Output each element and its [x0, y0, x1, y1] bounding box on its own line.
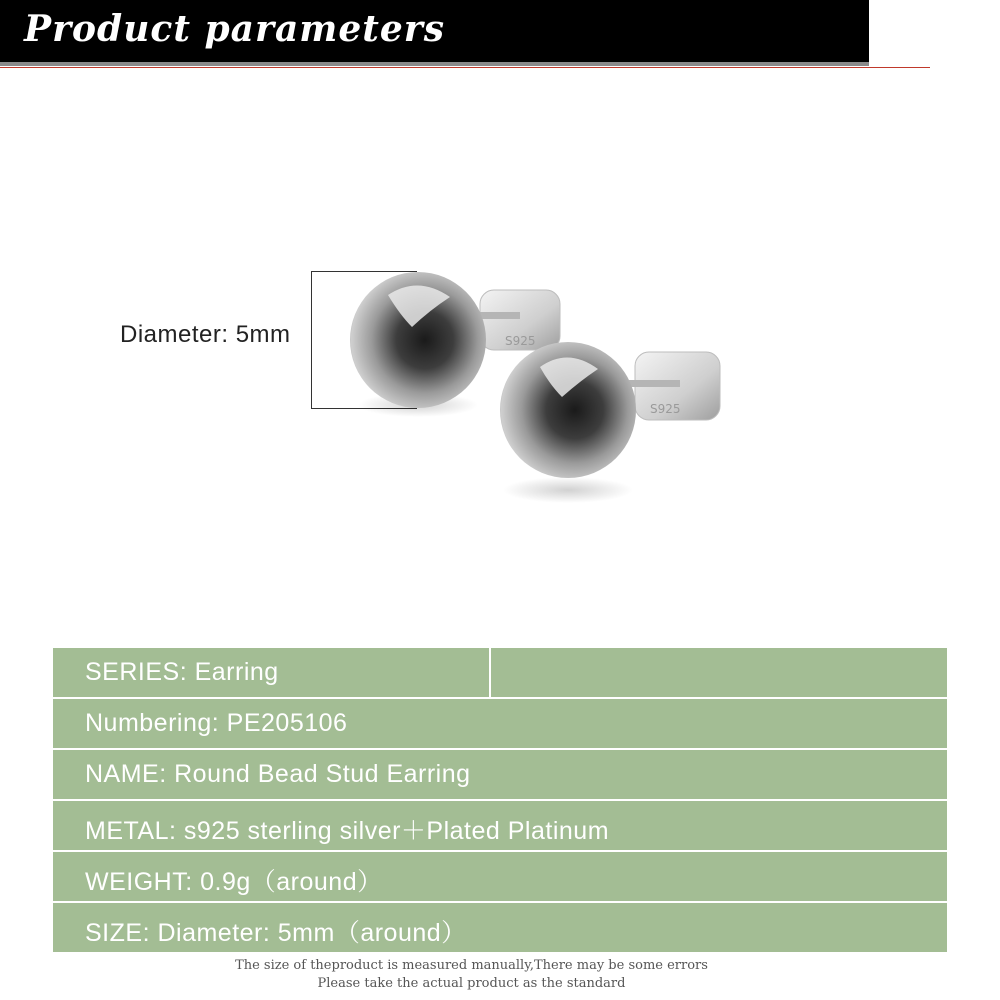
dimension-label: Diameter: 5mm [120, 321, 291, 348]
spec-row-size [53, 903, 947, 952]
stud-earrings-pair-icon [300, 255, 740, 525]
disclaimer-line-2: Please take the actual product as the standard [317, 976, 626, 991]
spec-row-metal [53, 801, 947, 850]
header-accent-rule [0, 67, 930, 68]
page-title: Product parameters [24, 8, 446, 50]
spec-divider [489, 648, 491, 697]
spec-table [53, 648, 947, 954]
header-bar [0, 0, 869, 62]
spec-size: SIZE: Diameter: 5mm（around） [85, 919, 467, 947]
svg-text:S925: S925 [505, 334, 536, 348]
disclaimer-line-1: The size of theproduct is measured manually,There may be some errors [235, 958, 708, 973]
spec-row-series [53, 648, 947, 697]
spec-row-numbering [53, 699, 947, 748]
spec-weight: WEIGHT: 0.9g（around） [85, 868, 383, 896]
spec-numbering: Numbering: PE205106 [85, 709, 348, 737]
spec-metal: METAL: s925 sterling silver＋Plated Platinum [85, 817, 610, 845]
header-underline [0, 62, 869, 66]
spec-series: SERIES: Earring [85, 658, 279, 686]
spec-name: NAME: Round Bead Stud Earring [85, 760, 471, 788]
spec-row-name [53, 750, 947, 799]
spec-row-weight [53, 852, 947, 901]
svg-text:S925: S925 [650, 402, 681, 416]
measurement-disclaimer [0, 957, 943, 993]
